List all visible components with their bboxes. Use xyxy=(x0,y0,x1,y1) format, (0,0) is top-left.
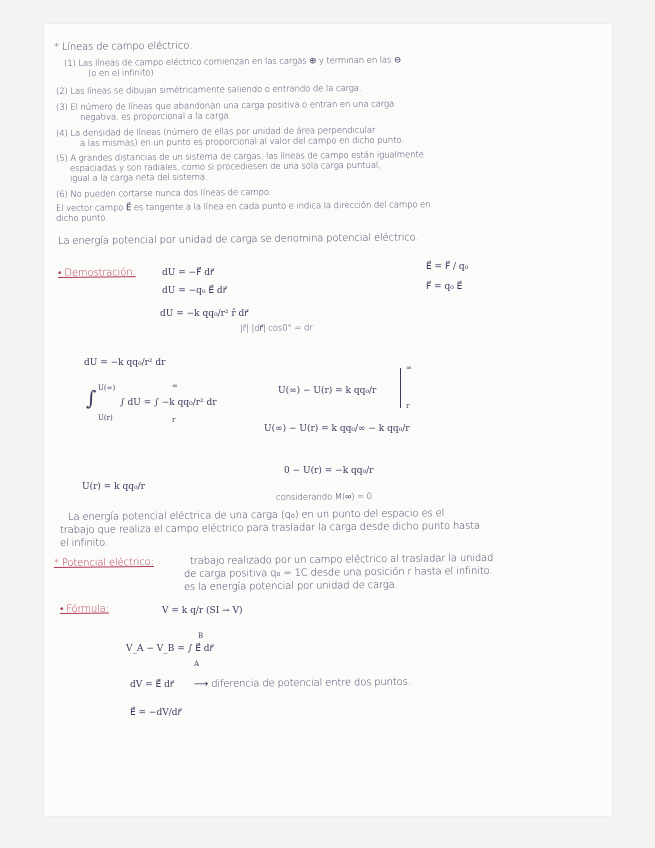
equation-7: U(∞) − U(r) = k qq₀/∞ − k qq₀/r xyxy=(264,424,410,434)
side-eq-field: E⃗ = F⃗ / q₀ xyxy=(426,262,469,272)
integral-lower-u: U(r) xyxy=(98,414,113,422)
electric-potential-line-1: trabajo realizado por un campo eléctrico al trasladar la unidad xyxy=(189,552,494,567)
integral-equation: ∫ dU = ∫ −k qq₀/r² dr xyxy=(120,398,217,408)
formula: V = k q/r (SI → V) xyxy=(162,606,243,616)
rule-4: (4) La densidad de líneas (número de ellas por unidad de área perpendicular xyxy=(55,125,376,139)
eval-lower: r xyxy=(406,402,410,410)
rule-1-cont: (o en el infinito) xyxy=(87,68,154,79)
integral-upper-u: U(∞) xyxy=(98,384,116,392)
integral-lower-r: r xyxy=(172,416,176,424)
rule-2: (2) Las líneas se dibujan simétricamente saliendo o entrando de la carga. xyxy=(55,83,362,97)
rule-4-cont: a las mismas) en un punto es proporcional al valor del campo en dicho punto. xyxy=(79,135,404,149)
equation-4: dU = −k qq₀/r² dr xyxy=(84,358,166,368)
integral-upper-r: ∞ xyxy=(172,382,178,390)
equation-9: U(r) = k qq₀/r xyxy=(82,482,145,492)
rule-5: (5) A grandes distancias de un sistema de cargas, las líneas de campo están igualmente xyxy=(55,150,424,164)
rule-1: (1) Las líneas de campo eléctrico comienzan en las cargas ⊕ y terminan en las ⊖ xyxy=(63,55,402,69)
definition-line-3: el infinito. xyxy=(59,537,108,549)
integral-sign-left: ∫ xyxy=(86,386,97,410)
section-heading-field-lines: * Líneas de campo eléctrico: xyxy=(53,40,193,53)
rule-5-cont2: igual a la carga neta del sistema. xyxy=(69,172,208,184)
potential-intro: La energía potencial por unidad de carga se denomina potencial eléctrico. xyxy=(57,232,419,247)
notebook-page xyxy=(44,24,612,816)
electric-potential-label: * Potencial eléctrico: xyxy=(53,556,154,569)
rule-7-cont: dicho punto. xyxy=(55,213,108,224)
equation-8: 0 − U(r) = −k qq₀/r xyxy=(284,466,374,476)
definition-line-1: La energía potencial eléctrica de una carga (q₀) en un punto del espacio es el xyxy=(67,508,445,523)
rule-3-cont: negativa, es proporcional a la carga. xyxy=(79,111,231,123)
electric-potential-line-3: es la energía potencial por unidad de carga. xyxy=(183,579,398,593)
rule-6: (6) No pueden cortarse nunca dos líneas de campo. xyxy=(55,187,272,200)
rule-7: El vector campo E⃗ es tangente a la línea en cada punto e indica la dirección del campo en xyxy=(55,200,431,214)
demo-label: • Demostración: xyxy=(57,267,136,279)
equation-3: dU = −k qq₀/r² r̂ dr⃗ xyxy=(160,309,249,319)
evaluation-bar xyxy=(400,368,401,408)
considering-note: considerando M(∞) = 0 xyxy=(275,491,373,503)
integral-limit-b: B xyxy=(198,632,204,640)
formula-label: • Fórmula: xyxy=(59,603,110,615)
equation-1: dU = −F⃗ dr⃗ xyxy=(162,268,214,278)
rule-3: (3) El número de líneas que abandonan una carga positiva o entran en una carga xyxy=(55,99,395,113)
electric-potential-line-2: de carga positiva q₀ = 1C desde una posición r hasta el infinito. xyxy=(183,565,493,580)
integral-limit-a: A xyxy=(194,660,200,668)
definition-line-2: trabajo que realiza el campo eléctrico para trasladar la carga desde dicho punto hasta xyxy=(59,520,480,536)
potential-difference-equation: V_A − V_B = ∫ E⃗ dr⃗ xyxy=(126,644,214,654)
equation-3-note: |r̂|·|dr⃗|·cos0° = dr xyxy=(239,323,313,334)
dv-equation: dV = E⃗ dr⃗ xyxy=(130,680,174,690)
equation-2: dU = −q₀ E⃗ dr⃗ xyxy=(162,286,227,296)
dv-note: ⟶ diferencia de potencial entre dos puntos. xyxy=(193,676,411,690)
rule-5-cont: espaciadas y son radiales, como si procediesen de una sola carga puntual, xyxy=(69,160,381,174)
equation-6: U(∞) − U(r) = k qq₀/r xyxy=(278,386,377,396)
eval-upper: ∞ xyxy=(406,364,412,372)
side-eq-force: F⃗ = q₀ E⃗ xyxy=(426,282,463,292)
field-gradient-equation: E⃗ = −dV/dr⃗ xyxy=(130,708,182,718)
